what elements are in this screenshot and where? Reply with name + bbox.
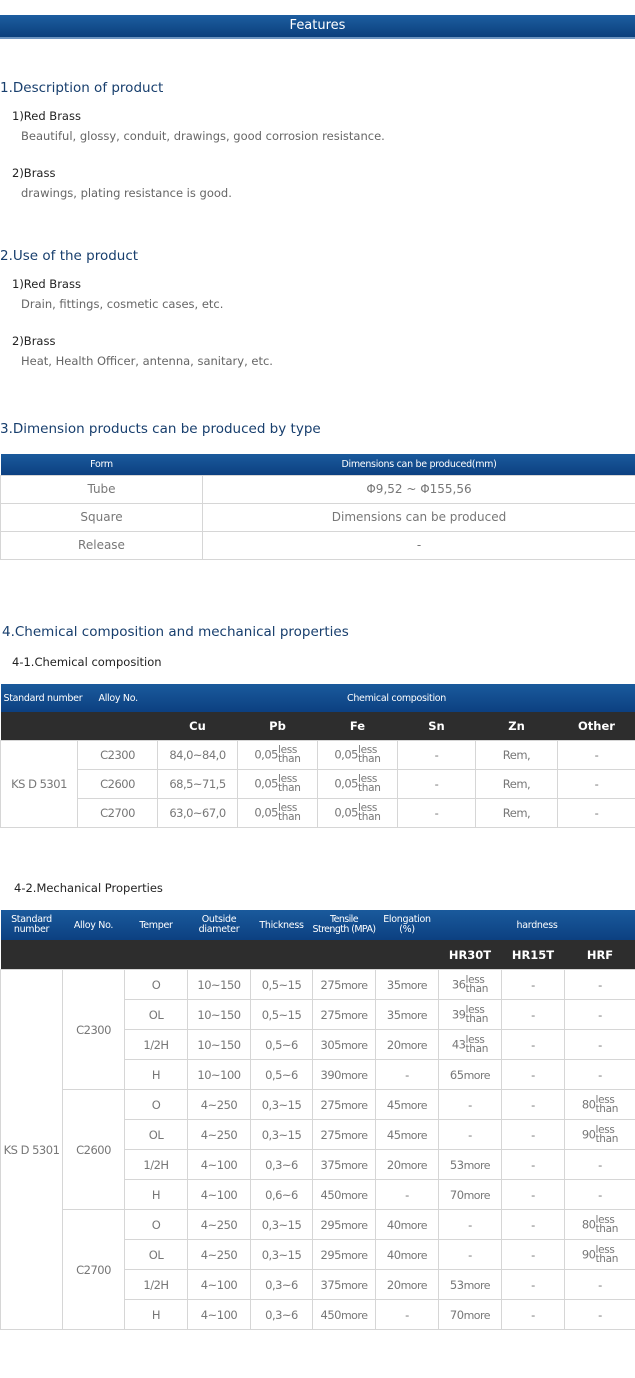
more-qualifier: more (340, 1008, 368, 1022)
dimension-cell: Φ9,52 ~ Φ155,56 (203, 475, 635, 503)
hr30t-cell (439, 1000, 502, 1030)
hr30t-cell (439, 1180, 502, 1210)
temper-cell: H (125, 1180, 188, 1210)
more-qualifier: more (340, 1278, 368, 1292)
hrf-cell: - (565, 1270, 635, 1300)
subheading-mechanical: 4-2.Mechanical Properties (14, 881, 163, 895)
hr30t-cell (439, 1150, 502, 1180)
more-qualifier: more (340, 1098, 368, 1112)
than-label: than (277, 782, 301, 794)
elongation-cell-value: 40 (386, 1247, 401, 1262)
table-row (1, 741, 635, 770)
header-elongation: Elongation (%) (376, 910, 439, 940)
tensile-cell-value: 275 (320, 977, 341, 992)
hr30t-cell: - (439, 1240, 502, 1270)
temper-cell: O (125, 1210, 188, 1240)
header-temper: Temper (125, 910, 188, 940)
outside-diameter-cell: 10~100 (188, 1060, 251, 1090)
elongation-cell: - (376, 1300, 439, 1330)
dimension-cell: - (203, 531, 635, 559)
more-qualifier: more (340, 1188, 368, 1202)
header-chemical-composition: Chemical composition (158, 684, 635, 712)
hr15t-cell: - (502, 1240, 565, 1270)
less-label: less (357, 744, 378, 756)
tensile-cell (313, 1300, 376, 1330)
tensile-cell-value: 390 (320, 1067, 341, 1082)
thickness-cell: 0,3~6 (251, 1300, 313, 1330)
elongation-cell (376, 1270, 439, 1300)
thickness-cell: 0,3~15 (251, 1090, 313, 1120)
temper-cell: 1/2H (125, 1030, 188, 1060)
hr30t-cell-value: 43 (451, 1037, 466, 1051)
more-qualifier: more (340, 1038, 368, 1052)
table-row (1, 799, 635, 828)
hrf-cell: - (565, 970, 635, 1000)
than-label: than (465, 1042, 489, 1055)
mechanical-table (0, 910, 635, 1330)
hr15t-cell: - (502, 1210, 565, 1240)
temper-cell: O (125, 970, 188, 1000)
header-hr15t: HR15T (502, 940, 565, 970)
thickness-cell: 0,5~15 (251, 1000, 313, 1030)
header-standard-number: Standard number (1, 910, 63, 940)
hr30t-cell (439, 1030, 502, 1060)
form-cell: Square (1, 503, 203, 531)
header-dimensions: Dimensions can be produced(mm) (203, 454, 635, 475)
hrf-cell: - (565, 1030, 635, 1060)
hrf-cell: - (565, 1150, 635, 1180)
elongation-cell (376, 1240, 439, 1270)
more-qualifier: more (400, 1038, 428, 1052)
alloy-cell: C2300 (63, 970, 125, 1090)
outside-diameter-cell: 10~150 (188, 1030, 251, 1060)
subheading-brass-use: 2)Brass (12, 334, 56, 348)
less-than-qualifier (358, 804, 381, 822)
subheading-brass: 2)Brass (12, 166, 56, 180)
hr15t-cell: - (502, 1180, 565, 1210)
than-label: than (357, 811, 381, 823)
less-label: less (465, 1003, 485, 1016)
other-cell: - (558, 770, 635, 799)
header-outside-diameter: Outside diameter (188, 910, 251, 940)
thickness-cell: 0,5~6 (251, 1030, 313, 1060)
temper-cell: H (125, 1300, 188, 1330)
thickness-cell: 0,3~15 (251, 1240, 313, 1270)
tensile-cell-value: 450 (320, 1307, 341, 1322)
sn-cell: - (398, 741, 476, 770)
header-form: Form (1, 454, 203, 475)
temper-cell: 1/2H (125, 1150, 188, 1180)
hr30t-cell (439, 1270, 502, 1300)
than-label: than (277, 811, 301, 823)
outside-diameter-cell: 10~150 (188, 970, 251, 1000)
form-cell: Tube (1, 475, 203, 503)
zn-cell: Rem, (476, 741, 558, 770)
fe-cell (318, 799, 398, 828)
brass-use: Heat, Health Officer, antenna, sanitary, etc. (21, 354, 273, 368)
hrf-cell-value: 90 (581, 1127, 596, 1141)
fe-cell-value: 0,05 (334, 805, 358, 820)
less-than-qualifier (595, 1213, 619, 1235)
outside-diameter-cell: 10~150 (188, 1000, 251, 1030)
less-than-qualifier (595, 1243, 619, 1265)
hrf-cell: - (565, 1300, 635, 1330)
hr15t-cell: - (502, 1270, 565, 1300)
red-brass-use: Drain, fittings, cosmetic cases, etc. (21, 297, 224, 311)
table-row (1, 531, 635, 559)
than-label: than (277, 753, 301, 765)
less-than-qualifier (278, 804, 301, 822)
table-row (1, 770, 635, 799)
header-cu: Cu (158, 712, 238, 741)
tensile-cell (313, 1060, 376, 1090)
less-label: less (465, 973, 485, 986)
hr30t-cell (439, 1300, 502, 1330)
pb-cell (238, 799, 318, 828)
alloy-cell: C2300 (78, 741, 158, 770)
more-qualifier: more (400, 1098, 428, 1112)
table-row (1, 1090, 635, 1120)
hr15t-cell: - (502, 1090, 565, 1120)
tensile-cell-value: 275 (320, 1007, 341, 1022)
tensile-cell-value: 275 (320, 1097, 341, 1112)
more-qualifier: more (400, 1218, 428, 1232)
tensile-cell (313, 1270, 376, 1300)
tensile-cell-value: 305 (320, 1037, 341, 1052)
header-alloy-no: Alloy No. (63, 910, 125, 940)
fe-cell (318, 770, 398, 799)
elongation-cell (376, 1000, 439, 1030)
elongation-cell (376, 1090, 439, 1120)
hrf-cell (565, 1240, 635, 1270)
temper-cell: OL (125, 1000, 188, 1030)
outside-diameter-cell: 4~250 (188, 1120, 251, 1150)
sn-cell: - (398, 799, 476, 828)
less-label: less (465, 1033, 485, 1046)
than-label: than (595, 1222, 619, 1235)
hr30t-cell-value: 70 (449, 1187, 464, 1202)
other-cell: - (558, 741, 635, 770)
thickness-cell: 0,3~15 (251, 1210, 313, 1240)
header-hr30t: HR30T (439, 940, 502, 970)
less-label: less (595, 1243, 615, 1256)
more-qualifier: more (400, 1248, 428, 1262)
brass-description: drawings, plating resistance is good. (21, 186, 232, 200)
hr30t-cell: - (439, 1120, 502, 1150)
less-label: less (277, 744, 298, 756)
hrf-cell-value: 80 (581, 1097, 596, 1111)
tensile-cell (313, 970, 376, 1000)
less-label: less (595, 1093, 615, 1106)
outside-diameter-cell: 4~250 (188, 1090, 251, 1120)
less-than-qualifier (278, 775, 301, 793)
header-hrf: HRF (565, 940, 635, 970)
zn-cell: Rem, (476, 799, 558, 828)
hr30t-cell (439, 1060, 502, 1090)
less-label: less (595, 1213, 615, 1226)
hr30t-cell-value: 39 (451, 1007, 466, 1021)
cu-cell: 84,0~84,0 (158, 741, 238, 770)
hrf-cell (565, 1210, 635, 1240)
more-qualifier: more (400, 1158, 428, 1172)
more-qualifier: more (340, 1158, 368, 1172)
dimension-cell: Dimensions can be produced (203, 503, 635, 531)
than-label: than (357, 753, 381, 765)
hr15t-cell: - (502, 1120, 565, 1150)
more-qualifier: more (340, 1128, 368, 1142)
less-label: less (277, 802, 298, 814)
header-other: Other (558, 712, 635, 741)
tensile-cell-value: 295 (320, 1217, 341, 1232)
fe-cell-value: 0,05 (334, 776, 358, 791)
alloy-cell: C2600 (63, 1090, 125, 1210)
more-qualifier: more (463, 1158, 491, 1172)
zn-cell: Rem, (476, 770, 558, 799)
hrf-cell (565, 1120, 635, 1150)
more-qualifier: more (463, 1278, 491, 1292)
outside-diameter-cell: 4~250 (188, 1240, 251, 1270)
less-than-qualifier (465, 973, 489, 995)
subheading-chemical: 4-1.Chemical composition (12, 655, 162, 669)
alloy-cell: C2700 (63, 1210, 125, 1330)
standard-cell: KS D 5301 (1, 741, 78, 828)
thickness-cell: 0,5~15 (251, 970, 313, 1000)
less-label: less (357, 802, 378, 814)
tensile-cell-value: 375 (320, 1157, 341, 1172)
outside-diameter-cell: 4~100 (188, 1300, 251, 1330)
outside-diameter-cell: 4~100 (188, 1150, 251, 1180)
header-alloy-no: Alloy No. (78, 684, 158, 712)
pb-cell-value: 0,05 (254, 805, 278, 820)
section-title-dimensions: 3.Dimension products can be produced by type (0, 421, 321, 437)
more-qualifier: more (400, 1008, 428, 1022)
than-label: than (465, 982, 489, 995)
elongation-cell-value: 20 (386, 1037, 401, 1052)
subheading-red-brass-use: 1)Red Brass (12, 277, 81, 291)
header-pb: Pb (238, 712, 318, 741)
more-qualifier: more (400, 978, 428, 992)
tensile-cell (313, 1240, 376, 1270)
table-row (1, 475, 635, 503)
pb-cell-value: 0,05 (254, 747, 278, 762)
hr15t-cell: - (502, 1030, 565, 1060)
temper-cell: OL (125, 1240, 188, 1270)
hrf-cell-value: 90 (581, 1247, 596, 1261)
hrf-cell (565, 1090, 635, 1120)
tensile-cell (313, 1180, 376, 1210)
hr15t-cell: - (502, 1300, 565, 1330)
tensile-cell-value: 450 (320, 1187, 341, 1202)
hr30t-cell: - (439, 1210, 502, 1240)
table-row (1, 503, 635, 531)
more-qualifier: more (463, 1068, 491, 1082)
header-tensile-strength: Tensile Strength (MPA) (313, 910, 376, 940)
outside-diameter-cell: 4~100 (188, 1270, 251, 1300)
hr30t-cell-value: 53 (449, 1157, 464, 1172)
red-brass-description: Beautiful, glossy, conduit, drawings, good corrosion resistance. (21, 129, 385, 143)
less-than-qualifier (278, 746, 301, 764)
elongation-cell-value: 20 (386, 1157, 401, 1172)
than-label: than (595, 1252, 619, 1265)
header-standard-number: Standard number (1, 684, 78, 712)
fe-cell (318, 741, 398, 770)
more-qualifier: more (463, 1188, 491, 1202)
hr30t-cell-value: 70 (449, 1307, 464, 1322)
hr15t-cell: - (502, 1000, 565, 1030)
thickness-cell: 0,5~6 (251, 1060, 313, 1090)
temper-cell: 1/2H (125, 1270, 188, 1300)
tensile-cell-value: 275 (320, 1127, 341, 1142)
table-row (1, 970, 635, 1000)
hr30t-cell (439, 970, 502, 1000)
elongation-cell-value: 35 (386, 977, 401, 992)
less-label: less (357, 773, 378, 785)
than-label: than (595, 1102, 619, 1115)
hr30t-cell-value: 53 (449, 1277, 464, 1292)
cu-cell: 68,5~71,5 (158, 770, 238, 799)
standard-cell: KS D 5301 (1, 970, 63, 1330)
hr15t-cell: - (502, 1150, 565, 1180)
more-qualifier: more (340, 978, 368, 992)
outside-diameter-cell: 4~250 (188, 1210, 251, 1240)
more-qualifier: more (400, 1278, 428, 1292)
section-title-composition: 4.Chemical composition and mechanical properties (2, 624, 349, 640)
table-row (1, 1210, 635, 1240)
other-cell: - (558, 799, 635, 828)
elongation-cell: - (376, 1180, 439, 1210)
hrf-cell: - (565, 1180, 635, 1210)
pb-cell (238, 770, 318, 799)
more-qualifier: more (340, 1068, 368, 1082)
hr30t-cell-value: 36 (451, 977, 466, 991)
hrf-cell-value: 80 (581, 1217, 596, 1231)
tensile-cell (313, 1000, 376, 1030)
than-label: than (465, 1012, 489, 1025)
header-hardness: hardness (439, 910, 635, 940)
less-label: less (595, 1123, 615, 1136)
elongation-cell (376, 1030, 439, 1060)
hrf-cell: - (565, 1000, 635, 1030)
header-zn: Zn (476, 712, 558, 741)
less-than-qualifier (465, 1033, 489, 1055)
hrf-cell: - (565, 1060, 635, 1090)
tensile-cell (313, 1090, 376, 1120)
tensile-cell-value: 375 (320, 1277, 341, 1292)
hr15t-cell: - (502, 1060, 565, 1090)
alloy-cell: C2600 (78, 770, 158, 799)
tensile-cell (313, 1210, 376, 1240)
temper-cell: O (125, 1090, 188, 1120)
elongation-cell-value: 45 (386, 1127, 401, 1142)
less-label: less (277, 773, 298, 785)
header-fe: Fe (318, 712, 398, 741)
section-title-description: 1.Description of product (0, 80, 164, 96)
elongation-cell-value: 20 (386, 1277, 401, 1292)
temper-cell: OL (125, 1120, 188, 1150)
header-sn: Sn (398, 712, 476, 741)
elongation-cell (376, 1150, 439, 1180)
tensile-cell (313, 1150, 376, 1180)
fe-cell-value: 0,05 (334, 747, 358, 762)
thickness-cell: 0,3~6 (251, 1270, 313, 1300)
less-than-qualifier (595, 1123, 619, 1145)
thickness-cell: 0,3~15 (251, 1120, 313, 1150)
outside-diameter-cell: 4~100 (188, 1180, 251, 1210)
form-cell: Release (1, 531, 203, 559)
more-qualifier: more (340, 1218, 368, 1232)
thickness-cell: 0,3~6 (251, 1150, 313, 1180)
elongation-cell (376, 970, 439, 1000)
dimension-table (0, 454, 635, 560)
more-qualifier: more (340, 1248, 368, 1262)
elongation-cell: - (376, 1060, 439, 1090)
features-banner: Features (0, 15, 635, 39)
temper-cell: H (125, 1060, 188, 1090)
thickness-cell: 0,6~6 (251, 1180, 313, 1210)
than-label: than (595, 1132, 619, 1145)
elongation-cell (376, 1210, 439, 1240)
elongation-cell-value: 35 (386, 1007, 401, 1022)
pb-cell (238, 741, 318, 770)
more-qualifier: more (340, 1308, 368, 1322)
alloy-cell: C2700 (78, 799, 158, 828)
elongation-cell-value: 45 (386, 1097, 401, 1112)
hr30t-cell: - (439, 1090, 502, 1120)
less-than-qualifier (358, 775, 381, 793)
subheading-red-brass: 1)Red Brass (12, 109, 81, 123)
elongation-cell-value: 40 (386, 1217, 401, 1232)
pb-cell-value: 0,05 (254, 776, 278, 791)
sn-cell: - (398, 770, 476, 799)
section-title-use: 2.Use of the product (0, 248, 139, 264)
cu-cell: 63,0~67,0 (158, 799, 238, 828)
tensile-cell-value: 295 (320, 1247, 341, 1262)
less-than-qualifier (595, 1093, 619, 1115)
tensile-cell (313, 1030, 376, 1060)
chemical-table (0, 684, 635, 828)
tensile-cell (313, 1120, 376, 1150)
than-label: than (357, 782, 381, 794)
less-than-qualifier (358, 746, 381, 764)
elongation-cell (376, 1120, 439, 1150)
hr15t-cell: - (502, 970, 565, 1000)
more-qualifier: more (463, 1308, 491, 1322)
less-than-qualifier (465, 1003, 489, 1025)
header-thickness: Thickness (251, 910, 313, 940)
hr30t-cell-value: 65 (449, 1067, 464, 1082)
more-qualifier: more (400, 1128, 428, 1142)
